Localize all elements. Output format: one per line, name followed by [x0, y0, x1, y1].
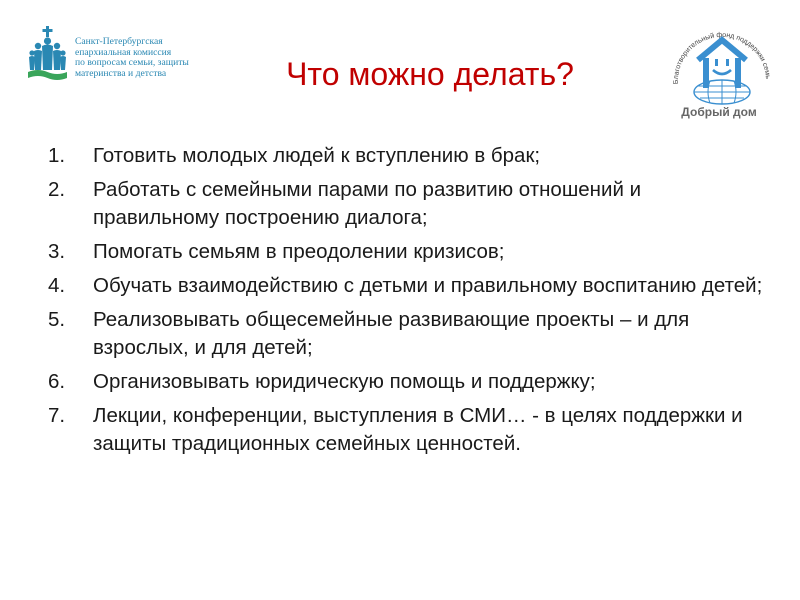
list-item-text: Помогать семьям в преодолении кризисов;: [93, 240, 505, 263]
list-item: [48, 176, 768, 232]
list-item: [48, 306, 768, 362]
list-item-number: 3.: [48, 240, 66, 263]
list-item: [48, 272, 768, 300]
left-logo-line: материнства и детства: [75, 67, 167, 79]
list-item-number: 2.: [48, 178, 66, 201]
list-item: [48, 368, 768, 396]
list-item-number: 1.: [48, 144, 66, 167]
list-item-text: Лекции, конференции, выступления в СМИ… - в целях поддержки и защиты традиционных семейных ценностей.: [93, 404, 743, 455]
list-item-text: Работать с семейными парами по развитию отношений и правильному построению диалога;: [93, 178, 642, 229]
page-title: Что можно делать?: [286, 56, 574, 92]
list-item-text: Реализовывать общесемейные развивающие проекты – и для взрослых, и для детей;: [93, 308, 690, 359]
list-item: [48, 402, 768, 458]
right-logo-arc-text: Благотворительный фонд поддержки семь: [672, 31, 772, 85]
list-item-number: 6.: [48, 370, 66, 393]
list-item-number: 4.: [48, 274, 66, 297]
right-logo-name: Добрый дом: [681, 105, 757, 119]
list-item: [48, 238, 768, 266]
list-item-text: Готовить молодых людей к вступлению в брак;: [93, 144, 541, 167]
action-list: [48, 142, 768, 464]
house-globe-icon: [668, 14, 778, 106]
list-item: [48, 142, 768, 170]
right-logo: [668, 14, 778, 124]
list-item-number: 7.: [48, 404, 66, 427]
list-item-text: Организовывать юридическую помощь и поддержку;: [93, 370, 596, 393]
left-logo-line: по вопросам семьи, защиты: [75, 57, 189, 69]
list-item-number: 5.: [48, 308, 66, 331]
left-logo-line: Санкт-Петербургская: [75, 36, 163, 47]
list-item-text: Обучать взаимодействию с детьми и правильному воспитанию детей;: [93, 274, 763, 297]
left-logo-line: епархиальная комиссия: [75, 46, 172, 58]
